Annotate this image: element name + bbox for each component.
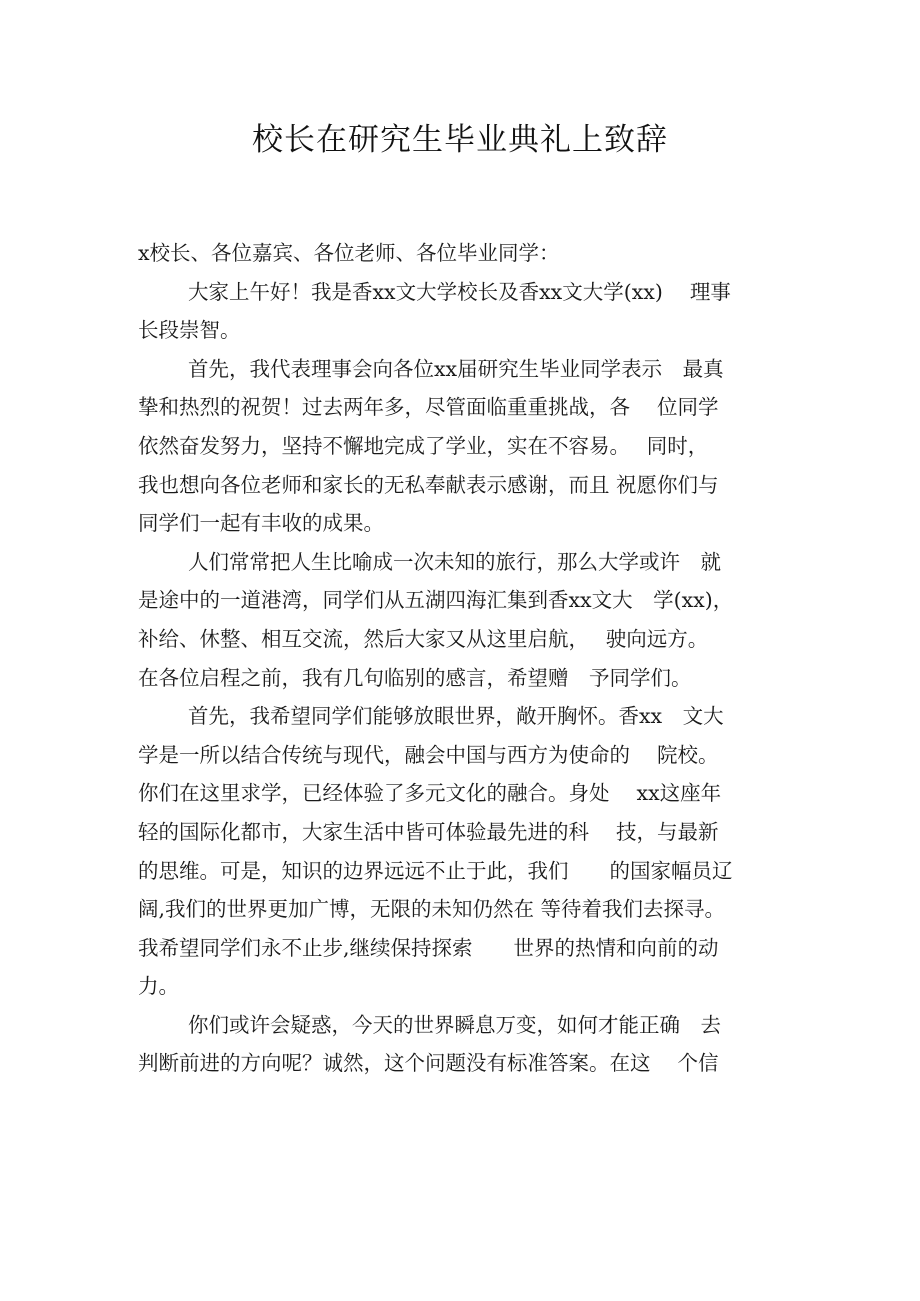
paragraph-line: 首先，我代表理事会向各位xx届研究生毕业同学表示 最真 xyxy=(188,356,724,381)
paragraph-line: 大家上午好！我是香xx文大学校长及香xx文大学(xx) 理事 xyxy=(188,279,731,304)
paragraph-line: 轻的国际化都市，大家生活中皆可体验最先进的科 技，与最新 xyxy=(138,819,719,844)
paragraph-line: 长段崇智。 xyxy=(138,318,241,343)
paragraph-line: 同学们一起有丰收的成果。 xyxy=(138,511,384,536)
document-title: 校长在研究生毕业典礼上致辞 xyxy=(252,122,668,158)
paragraph-line: 补给、休整、相互交流，然后大家又从这里启航， 驶向远方。 xyxy=(138,626,709,651)
paragraph-line: 学是一所以结合传统与现代，融会中国与西方为使命的 院校。 xyxy=(138,742,719,767)
paragraph-line: 是途中的一道港湾，同学们从五湖四海汇集到香xx文大 学(xx)， xyxy=(138,588,734,613)
paragraph-line: 阔,我们的世界更加广博，无限的未知仍然在 等待着我们去探寻。 xyxy=(138,897,726,922)
salutation: x校长、各位嘉宾、各位老师、各位毕业同学： xyxy=(138,241,560,265)
paragraph-line: 的思维。可是，知识的边界远远不止于此，我们 的国家幅员辽 xyxy=(138,858,733,883)
paragraph-line: 挚和热烈的祝贺！过去两年多，尽管面临重重挑战，各 位同学 xyxy=(138,395,719,420)
paragraph-line: 力。 xyxy=(138,974,179,999)
paragraph-line: 你们或许会疑惑，今天的世界瞬息万变，如何才能正确 去 xyxy=(188,1012,721,1037)
paragraph-line: 在各位启程之前，我有几句临别的感言，希望赠 予同学们。 xyxy=(138,665,692,690)
paragraph-line: 我希望同学们永不止步,继续保持探索 世界的热情和向前的动 xyxy=(138,935,719,960)
paragraph-line: 你们在这里求学，已经体验了多元文化的融合。身处 xx这座年 xyxy=(138,781,722,806)
document-body xyxy=(138,234,788,1083)
paragraph-line: 人们常常把人生比喻成一次未知的旅行，那么大学或许 就 xyxy=(188,549,721,574)
paragraph-line: 首先，我希望同学们能够放眼世界，敞开胸怀。香xx 文大 xyxy=(188,704,724,729)
paragraph-line: 依然奋发努力，坚持不懈地完成了学业，实在不容易。 同时， xyxy=(138,433,709,458)
paragraph-line: 我也想向各位老师和家长的无私奉献表示感谢，而且 祝愿你们与 xyxy=(138,472,719,497)
paragraph-line: 判断前进的方向呢？诚然，这个问题没有标准答案。在这 个信 xyxy=(138,1051,719,1076)
